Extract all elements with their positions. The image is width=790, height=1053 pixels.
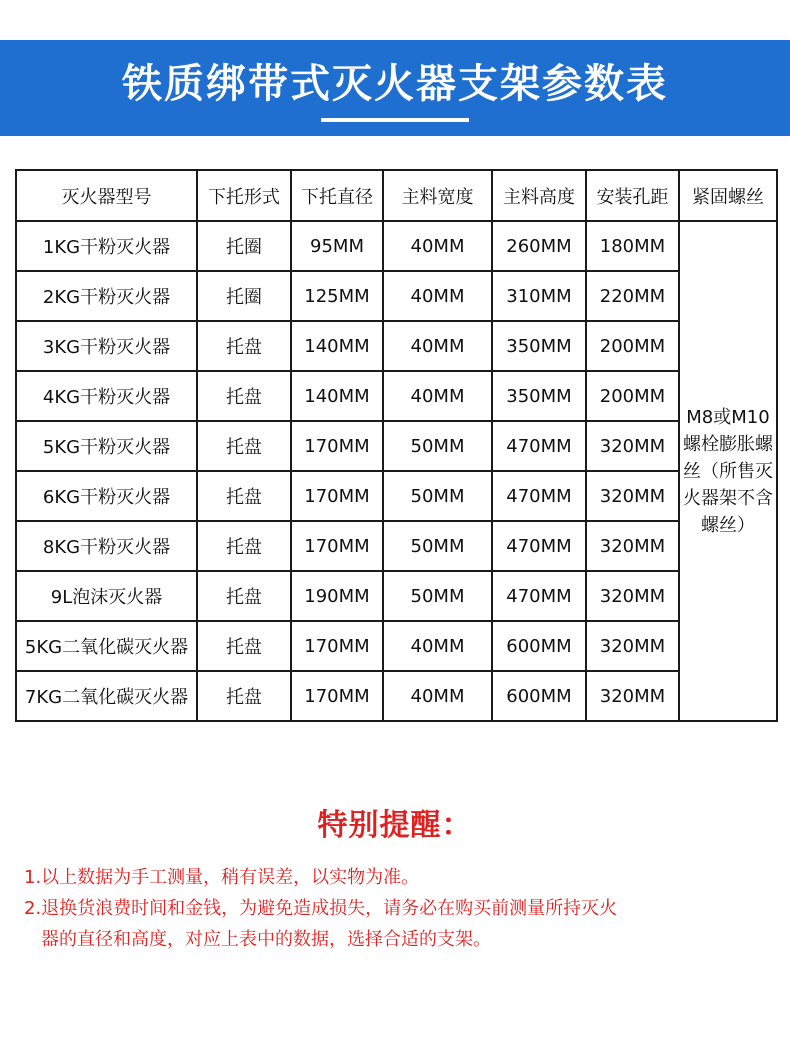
cell-hole-distance: 320MM [586, 421, 679, 471]
cell-model: 8KG干粉灭火器 [16, 521, 197, 571]
cell-base-type: 托盘 [197, 471, 291, 521]
cell-model: 6KG干粉灭火器 [16, 471, 197, 521]
cell-width: 50MM [383, 471, 492, 521]
cell-width: 50MM [383, 521, 492, 571]
table-row [16, 671, 777, 721]
reminder-line-2b: 器的直径和高度，对应上表中的数据，选择合适的支架。 [41, 929, 491, 950]
cell-model: 3KG干粉灭火器 [16, 321, 197, 371]
cell-width: 40MM [383, 371, 492, 421]
cell-model: 1KG干粉灭火器 [16, 221, 197, 271]
cell-height: 310MM [492, 271, 586, 321]
cell-model: 9L泡沫灭火器 [16, 571, 197, 621]
cell-width: 40MM [383, 671, 492, 721]
cell-hole-distance: 320MM [586, 671, 679, 721]
table-row [16, 521, 777, 571]
cell-base-diameter: 140MM [291, 371, 383, 421]
table-row [16, 221, 777, 271]
cell-model: 7KG二氧化碳灭火器 [16, 671, 197, 721]
table-row [16, 621, 777, 671]
cell-height: 600MM [492, 671, 586, 721]
table-row [16, 571, 777, 621]
cell-hole-distance: 320MM [586, 521, 679, 571]
cell-hole-distance: 200MM [586, 321, 679, 371]
cell-base-type: 托盘 [197, 321, 291, 371]
cell-height: 350MM [492, 321, 586, 371]
cell-model: 5KG二氧化碳灭火器 [16, 621, 197, 671]
cell-base-diameter: 170MM [291, 671, 383, 721]
cell-hole-distance: 320MM [586, 621, 679, 671]
table-header-row [16, 170, 777, 221]
cell-width: 40MM [383, 221, 492, 271]
cell-base-type: 托盘 [197, 571, 291, 621]
reminder-notes [24, 862, 774, 955]
col-header-model: 灭火器型号 [16, 170, 197, 221]
cell-base-diameter: 140MM [291, 321, 383, 371]
cell-height: 470MM [492, 421, 586, 471]
cell-base-diameter: 125MM [291, 271, 383, 321]
cell-model: 5KG干粉灭火器 [16, 421, 197, 471]
col-header-base-diameter: 下托直径 [291, 170, 383, 221]
cell-screw-note: M8或M10螺栓膨胀螺丝（所售灭火器架不含螺丝） [679, 221, 777, 721]
cell-width: 50MM [383, 421, 492, 471]
cell-base-diameter: 170MM [291, 471, 383, 521]
cell-base-diameter: 170MM [291, 421, 383, 471]
cell-width: 50MM [383, 571, 492, 621]
table-row [16, 371, 777, 421]
cell-height: 470MM [492, 571, 586, 621]
cell-width: 40MM [383, 321, 492, 371]
cell-height: 350MM [492, 371, 586, 421]
reminder-line-1: 1.以上数据为手工测量，稍有误差，以实物为准。 [24, 867, 420, 888]
title-banner [0, 40, 790, 136]
cell-model: 4KG干粉灭火器 [16, 371, 197, 421]
col-header-height: 主料高度 [492, 170, 586, 221]
cell-base-type: 托盘 [197, 371, 291, 421]
cell-base-type: 托圈 [197, 271, 291, 321]
title-underline [321, 118, 469, 122]
col-header-hole-distance: 安装孔距 [586, 170, 679, 221]
cell-height: 260MM [492, 221, 586, 271]
cell-base-type: 托盘 [197, 671, 291, 721]
cell-height: 600MM [492, 621, 586, 671]
col-header-width: 主料宽度 [383, 170, 492, 221]
cell-hole-distance: 320MM [586, 571, 679, 621]
cell-base-diameter: 170MM [291, 521, 383, 571]
cell-base-diameter: 95MM [291, 221, 383, 271]
col-header-screw: 紧固螺丝 [679, 170, 777, 221]
cell-hole-distance: 180MM [586, 221, 679, 271]
cell-hole-distance: 220MM [586, 271, 679, 321]
table-row [16, 471, 777, 521]
cell-height: 470MM [492, 521, 586, 571]
cell-base-type: 托盘 [197, 621, 291, 671]
cell-height: 470MM [492, 471, 586, 521]
cell-base-type: 托盘 [197, 521, 291, 571]
cell-base-type: 托圈 [197, 221, 291, 271]
table-row [16, 271, 777, 321]
col-header-base-type: 下托形式 [197, 170, 291, 221]
table-row [16, 321, 777, 371]
cell-model: 2KG干粉灭火器 [16, 271, 197, 321]
cell-base-type: 托盘 [197, 421, 291, 471]
cell-hole-distance: 320MM [586, 471, 679, 521]
cell-hole-distance: 200MM [586, 371, 679, 421]
reminder-line-2a: 2.退换货浪费时间和金钱，为避免造成损失，请务必在购买前测量所持灭火 [24, 898, 618, 919]
page-title: 铁质绑带式灭火器支架参数表 [122, 61, 668, 107]
table-row [16, 421, 777, 471]
spec-table [15, 169, 778, 722]
cell-base-diameter: 190MM [291, 571, 383, 621]
cell-width: 40MM [383, 271, 492, 321]
cell-base-diameter: 170MM [291, 621, 383, 671]
cell-width: 40MM [383, 621, 492, 671]
reminder-title: 特别提醒： [317, 808, 473, 843]
